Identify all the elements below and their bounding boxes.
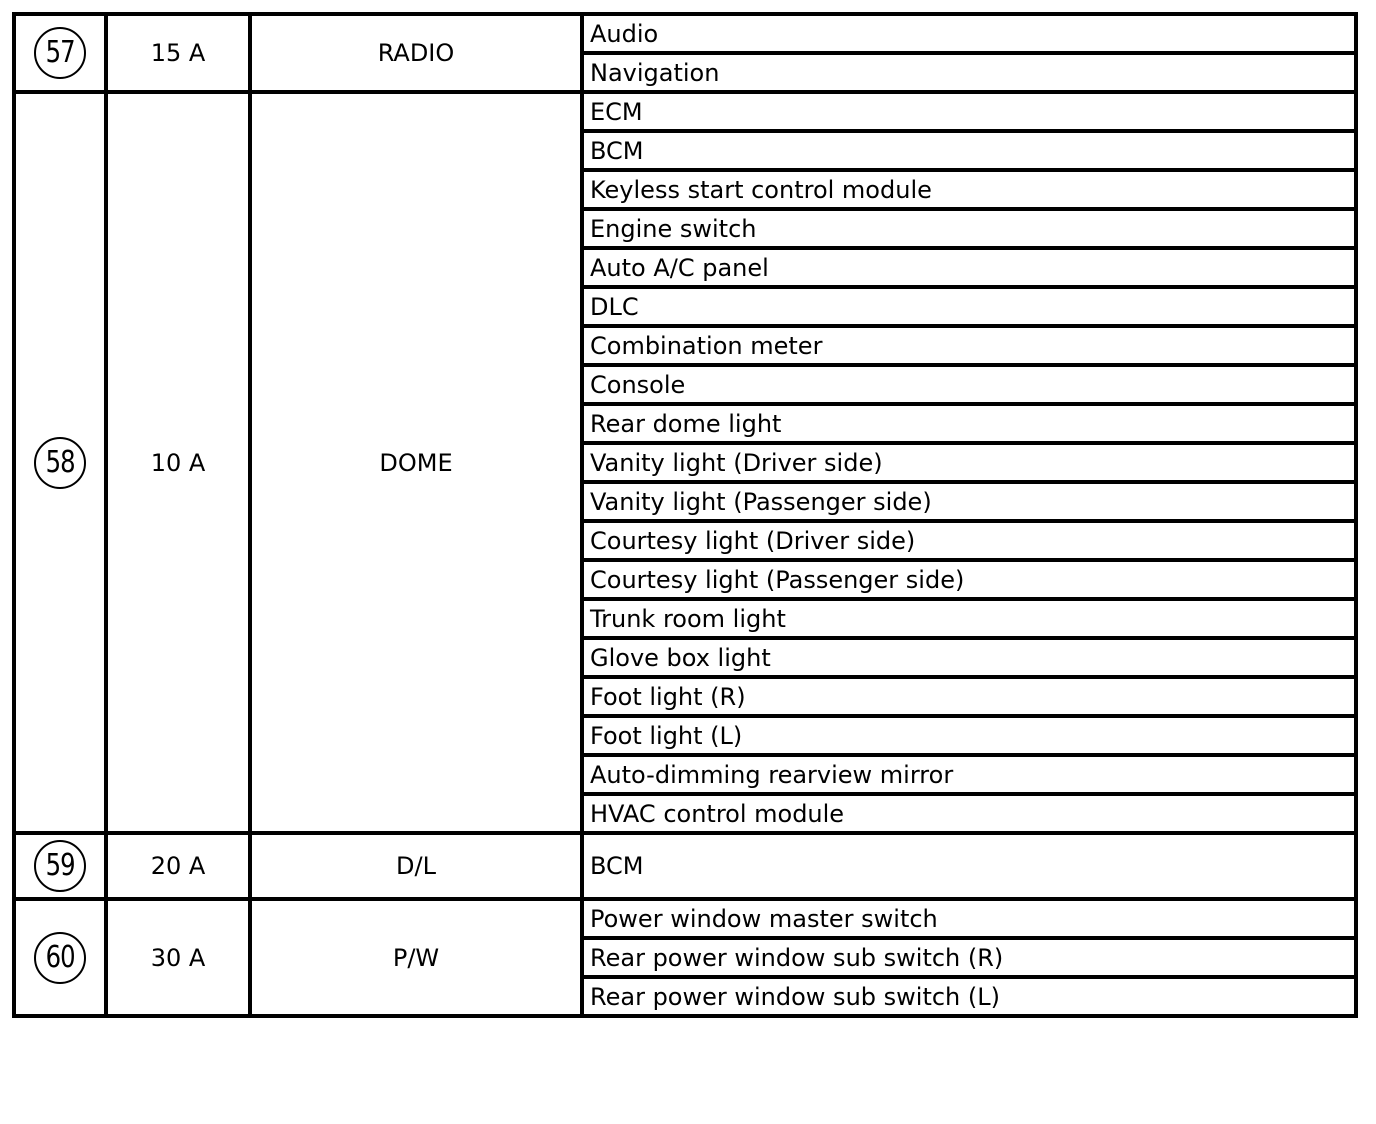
protected-circuit: DLC <box>582 287 1356 326</box>
fuse-table-body <box>14 14 1356 1016</box>
protected-circuit: Glove box light <box>582 638 1356 677</box>
table-row <box>14 14 1356 53</box>
protected-circuit: Vanity light (Driver side) <box>582 443 1356 482</box>
protected-circuit: Keyless start control module <box>582 170 1356 209</box>
protected-circuit: Engine switch <box>582 209 1356 248</box>
protected-circuit: Foot light (L) <box>582 716 1356 755</box>
fuse-number-cell <box>14 833 106 899</box>
fuse-number-cell <box>14 92 106 833</box>
fuse-number: 60 <box>45 939 75 975</box>
protected-circuit: Courtesy light (Driver side) <box>582 521 1356 560</box>
protected-circuit: Console <box>582 365 1356 404</box>
protected-circuit: Rear power window sub switch (L) <box>582 977 1356 1016</box>
fuse-name: D/L <box>250 833 582 899</box>
fuse-amperage: 15 A <box>106 14 250 92</box>
fuse-number-badge <box>34 437 86 489</box>
fuse-number: 58 <box>45 444 75 480</box>
fuse-name: RADIO <box>250 14 582 92</box>
protected-circuit: Vanity light (Passenger side) <box>582 482 1356 521</box>
table-row <box>14 92 1356 131</box>
fuse-name: DOME <box>250 92 582 833</box>
protected-circuit: Power window master switch <box>582 899 1356 938</box>
fuse-amperage: 20 A <box>106 833 250 899</box>
protected-circuit: Rear dome light <box>582 404 1356 443</box>
fuse-amperage: 10 A <box>106 92 250 833</box>
protected-circuit: BCM <box>582 131 1356 170</box>
fuse-table <box>12 12 1358 1018</box>
protected-circuit: Rear power window sub switch (R) <box>582 938 1356 977</box>
fuse-number-cell <box>14 899 106 1016</box>
fuse-number: 59 <box>45 848 75 883</box>
table-row <box>14 833 1356 899</box>
fuse-number-badge <box>34 840 86 892</box>
fuse-number-badge <box>34 932 86 984</box>
protected-circuit: Foot light (R) <box>582 677 1356 716</box>
protected-circuit: Trunk room light <box>582 599 1356 638</box>
protected-circuit: Navigation <box>582 53 1356 92</box>
table-row <box>14 899 1356 938</box>
protected-circuit: Auto A/C panel <box>582 248 1356 287</box>
fuse-number-cell <box>14 14 106 92</box>
fuse-number-badge <box>34 27 86 79</box>
protected-circuit: HVAC control module <box>582 794 1356 833</box>
fuse-amperage: 30 A <box>106 899 250 1016</box>
protected-circuit: Audio <box>582 14 1356 53</box>
fuse-number: 57 <box>45 35 75 70</box>
fuse-name: P/W <box>250 899 582 1016</box>
protected-circuit: Combination meter <box>582 326 1356 365</box>
protected-circuit: Auto-dimming rearview mirror <box>582 755 1356 794</box>
protected-circuit: BCM <box>582 833 1356 899</box>
protected-circuit: Courtesy light (Passenger side) <box>582 560 1356 599</box>
protected-circuit: ECM <box>582 92 1356 131</box>
